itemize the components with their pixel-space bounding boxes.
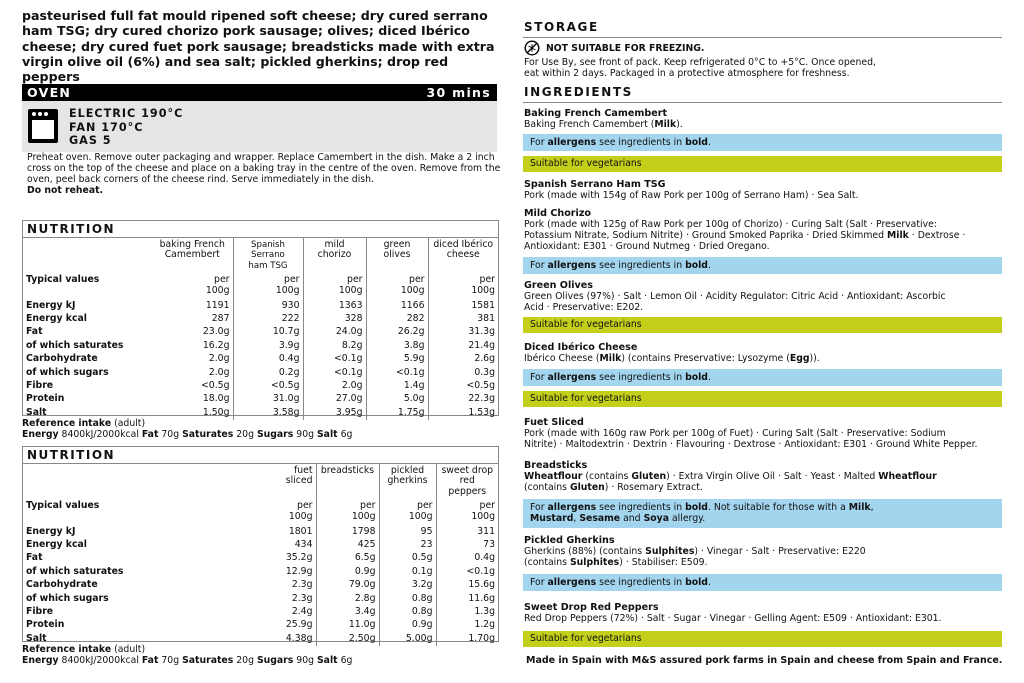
oven-temps xyxy=(69,107,183,148)
nutrient-value: 3.8g xyxy=(366,339,428,352)
nutrition-title: NUTRITION xyxy=(23,221,498,238)
per-unit: per 100g xyxy=(428,272,498,299)
nutrient-row xyxy=(23,565,498,578)
nutrient-value: 11.6g xyxy=(436,592,498,605)
cooking-instructions xyxy=(27,152,502,196)
nutrient-value: 2.0g xyxy=(303,380,366,393)
product-description: pasteurised full fat mould ripened soft cheese; dry cured serrano ham TSG; dry cured chorizo pork sausage; olives; diced Ibérico cheese; dry cured fuet pork sausage; breadsticks made with extra virgin olive oil (6%) and sea salt; pickled gherkins; drop red peppers xyxy=(22,8,495,85)
nutrient-value: <0.1g xyxy=(303,353,366,366)
divider xyxy=(523,102,1002,103)
column-header: fuet sliced xyxy=(285,465,313,487)
nutrient-row xyxy=(23,592,498,605)
nutrient-value: 1798 xyxy=(316,525,379,538)
nutrient-value: 95 xyxy=(379,525,436,538)
nutrient-value: 23.0g xyxy=(202,326,230,338)
nutrition-title: NUTRITION xyxy=(23,447,498,464)
nutrient-value: 1.50g xyxy=(202,406,230,418)
nutrient-label: of which saturates xyxy=(26,565,124,577)
nutrient-value: 1363 xyxy=(303,299,366,312)
vegetarian-band: Suitable for vegetarians xyxy=(523,631,1002,647)
nutrient-value: 5.00g xyxy=(379,632,436,645)
nutrient-value: 0.3g xyxy=(428,366,498,379)
nutrient-value: 5.0g xyxy=(366,393,428,406)
storage-line-1: For Use By, see front of pack. Keep refrigerated 0°C to +5°C. Once opened, xyxy=(524,57,876,68)
nutrient-label: Salt xyxy=(26,406,47,418)
oven-icon xyxy=(27,108,59,144)
nutrient-value: 425 xyxy=(316,539,379,552)
ingredient-text: Red Drop Peppers (72%) · Salt · Sugar · Vinegar · Gelling Agent: E509 · Antioxidant: E301. xyxy=(524,613,942,624)
allergen-band: For allergens see ingredients in bold. xyxy=(523,369,1002,386)
nutrient-value: 1.53g xyxy=(428,406,498,419)
nutrient-row xyxy=(23,525,498,538)
nutrient-row xyxy=(23,299,498,312)
nutrient-row xyxy=(23,539,498,552)
nutrient-value: 2.50g xyxy=(316,632,379,645)
allergen-band: For allergens see ingredients in bold. xyxy=(523,257,1002,274)
oven-header xyxy=(22,84,497,101)
typical-values-label: Typical values xyxy=(26,500,100,512)
nutrient-row xyxy=(23,606,498,619)
nutrient-value: 1581 xyxy=(428,299,498,312)
nutrient-value: <0.5g xyxy=(428,380,498,393)
vegetarian-band: Suitable for vegetarians xyxy=(523,391,1002,407)
nutrient-value: 10.7g xyxy=(233,326,303,339)
nutrient-value: 73 xyxy=(436,539,498,552)
nutrient-label: Fat xyxy=(26,552,43,564)
ingredient-name: Mild Chorizo xyxy=(524,208,591,219)
nutrient-value: 12.9g xyxy=(285,565,313,577)
ingredient-name: Pickled Gherkins xyxy=(524,535,615,546)
allergen-band: For allergens see ingredients in bold. xyxy=(523,134,1002,151)
nutrient-value: 3.9g xyxy=(233,339,303,352)
instructions-text: Preheat oven. Remove outer packaging and wrapper. Replace Camembert in the dish. Make a 2 inch cross on the top of the cheese and place on a baking tray in the centre of the oven. Remove from the oven, peel back corners of the cheese rind. Serve immediately in the dish. xyxy=(27,152,501,186)
nutrient-value: 2.0g xyxy=(208,353,230,365)
nutrient-value: 31.3g xyxy=(428,326,498,339)
per-unit: per 100g xyxy=(303,272,366,299)
nutrition-table-2 xyxy=(22,446,499,642)
nutrient-value: 6.5g xyxy=(316,552,379,565)
nutrient-value: 0.8g xyxy=(379,592,436,605)
nutrient-value: 2.0g xyxy=(208,366,230,378)
vegetarian-band: Suitable for vegetarians xyxy=(523,156,1002,172)
nutrient-label: of which sugars xyxy=(26,592,109,604)
nutrient-value: <0.5g xyxy=(233,380,303,393)
column-header: green olives xyxy=(366,238,428,272)
nutrient-value: 3.2g xyxy=(379,579,436,592)
ingredients-title: INGREDIENTS xyxy=(524,85,633,99)
nutrient-value: 0.2g xyxy=(233,366,303,379)
nutrient-value: 2.3g xyxy=(291,592,313,604)
oven-temp-gas: GAS 5 xyxy=(69,134,112,147)
nutrient-value: 287 xyxy=(211,313,230,325)
nutrient-row xyxy=(23,619,498,632)
oven-temp-fan: FAN 170°C xyxy=(69,120,144,134)
per-unit: per 100g xyxy=(233,272,303,299)
origin-statement: Made in Spain with M&S assured pork farms in Spain and cheese from Spain and France. xyxy=(526,655,1003,666)
oven-temperatures-panel xyxy=(22,101,497,152)
no-freeze-icon xyxy=(524,40,540,56)
nutrient-value: 21.4g xyxy=(428,339,498,352)
nutrient-label: Energy kJ xyxy=(26,525,76,537)
nutrient-label: Fibre xyxy=(26,606,54,618)
per-unit: per 100g xyxy=(379,498,436,525)
nutrient-value: <0.5g xyxy=(201,380,230,392)
ingredient-text: Baking French Camembert (Milk). xyxy=(524,119,683,130)
per-unit: per 100g xyxy=(288,500,313,522)
ingredient-text: Wheatflour (contains Gluten) · Extra Virgin Olive Oil · Salt · Yeast · Malted Wheatflour (contains Gluten) · Rosemary Extract. xyxy=(524,471,937,493)
per-unit: per 100g xyxy=(436,498,498,525)
ingredient-text: Ibérico Cheese (Milk) (contains Preservative: Lysozyme (Egg)). xyxy=(524,353,820,364)
ingredient-text: Gherkins (88%) (contains Sulphites) · Vinegar · Salt · Preservative: E220 (contains Sulphites) · Stabiliser: E509. xyxy=(524,546,866,568)
nutrient-value: 328 xyxy=(303,313,366,326)
nutrient-value: 11.0g xyxy=(316,619,379,632)
nutrient-value: 0.9g xyxy=(316,565,379,578)
allergen-band: For allergens see ingredients in bold. Not suitable for those with a Milk, Mustard, Sesame and Soya allergy. xyxy=(523,499,1002,528)
per-unit: per 100g xyxy=(316,498,379,525)
nutrient-value: 8.2g xyxy=(303,339,366,352)
nutrient-value: 5.9g xyxy=(366,353,428,366)
ingredient-text: Pork (made with 160g raw Pork per 100g of Fuet) · Curing Salt (Salt · Preservative: Sodium Nitrite) · Maltodextrin · Dextrin · Flavouring · Dextrose · Antioxidant: E301 · Ground White Pepper. xyxy=(524,428,978,450)
nutrient-label: Fibre xyxy=(26,380,54,392)
ingredient-text: Pork (made with 125g of Raw Pork per 100g of Chorizo) · Curing Salt (Salt · Preservative: Potassium Nitrate, Sodium Nitrite) · Ground Smoked Paprika · Dried Skimmed Milk · Dextrose · Antioxidant: E301 · Ground Nutmeg · Dried Oregano. xyxy=(524,219,966,252)
nutrient-value: 0.8g xyxy=(379,606,436,619)
nutrient-row xyxy=(23,393,498,406)
nutrient-value: 0.4g xyxy=(436,552,498,565)
nutrient-value: 1801 xyxy=(288,525,313,537)
nutrient-value: 311 xyxy=(436,525,498,538)
nutrient-value: <0.1g xyxy=(436,565,498,578)
ingredient-name: Breadsticks xyxy=(524,460,588,471)
ingredient-name: Sweet Drop Red Peppers xyxy=(524,602,659,613)
nutrient-row xyxy=(23,380,498,393)
nutrient-value: <0.1g xyxy=(303,366,366,379)
nutrient-label: Fat xyxy=(26,326,43,338)
nutrient-value: 2.4g xyxy=(291,606,313,618)
nutrient-row xyxy=(23,339,498,352)
nutrient-value: 2.6g xyxy=(428,353,498,366)
ingredient-name: Green Olives xyxy=(524,280,593,291)
column-header: mild chorizo xyxy=(303,238,366,272)
nutrient-value: 1.3g xyxy=(436,606,498,619)
nutrient-row xyxy=(23,353,498,366)
freeze-warning: NOT SUITABLE FOR FREEZING. xyxy=(546,43,705,54)
divider xyxy=(523,37,1002,38)
column-header: breadsticks xyxy=(316,464,379,498)
nutrient-label: Carbohydrate xyxy=(26,579,98,591)
column-header: diced Ibérico cheese xyxy=(428,238,498,272)
vegetarian-band: Suitable for vegetarians xyxy=(523,317,1002,333)
oven-title: OVEN xyxy=(27,85,72,100)
nutrient-value: 3.95g xyxy=(303,406,366,419)
nutrient-value: 0.9g xyxy=(379,619,436,632)
nutrient-value: 26.2g xyxy=(366,326,428,339)
nutrient-label: Protein xyxy=(26,393,65,405)
ingredient-text: Pork (made with 154g of Raw Pork per 100g of Serrano Ham) · Sea Salt. xyxy=(524,190,859,201)
nutrient-row xyxy=(23,579,498,592)
nutrient-row xyxy=(23,366,498,379)
nutrient-value: 1191 xyxy=(205,299,230,311)
nutrient-label: Energy kcal xyxy=(26,539,87,551)
nutrient-value: 222 xyxy=(233,313,303,326)
ingredient-name: Spanish Serrano Ham TSG xyxy=(524,179,666,190)
per-unit: per 100g xyxy=(205,274,230,296)
reference-intake-2: Reference intake (adult) Energy 8400kJ/2000kcal Fat 70g Saturates 20g Sugars 90g Salt 6g xyxy=(22,644,353,666)
column-header: sweet drop red peppers xyxy=(436,464,498,498)
column-header: Spanish Serrano ham TSG xyxy=(233,238,303,272)
per-unit: per 100g xyxy=(366,272,428,299)
nutrient-value: 0.4g xyxy=(233,353,303,366)
reheat-warning: Do not reheat. xyxy=(27,185,104,197)
nutrient-value: 3.58g xyxy=(233,406,303,419)
nutrient-label: Energy kcal xyxy=(26,313,87,325)
nutrient-value: 1.4g xyxy=(366,380,428,393)
nutrient-value: 1.2g xyxy=(436,619,498,632)
nutrient-value: 3.4g xyxy=(316,606,379,619)
nutrient-value: 0.1g xyxy=(379,565,436,578)
nutrient-value: 79.0g xyxy=(316,579,379,592)
ingredient-text: Green Olives (97%) · Salt · Lemon Oil · Acidity Regulator: Citric Acid · Antioxidant: Ascorbic Acid · Preservative: E202. xyxy=(524,291,946,313)
nutrient-value: 1166 xyxy=(366,299,428,312)
nutrient-row xyxy=(23,313,498,326)
nutrient-value: 23 xyxy=(379,539,436,552)
nutrient-value: 0.5g xyxy=(379,552,436,565)
nutrient-value: 22.3g xyxy=(428,393,498,406)
nutrient-label: Protein xyxy=(26,619,65,631)
nutrient-value: 4.38g xyxy=(285,632,313,644)
nutrient-value: 27.0g xyxy=(303,393,366,406)
nutrient-row xyxy=(23,326,498,339)
allergen-band: For allergens see ingredients in bold. xyxy=(523,574,1002,591)
ingredient-name: Baking French Camembert xyxy=(524,108,668,119)
oven-temp-electric: ELECTRIC 190°C xyxy=(69,107,184,120)
oven-time: 30 mins xyxy=(426,85,491,100)
column-header: pickled gherkins xyxy=(379,464,436,498)
nutrient-value: 16.2g xyxy=(202,339,230,351)
nutrient-value: 1.70g xyxy=(436,632,498,645)
nutrient-value: 930 xyxy=(233,299,303,312)
nutrient-value: <0.1g xyxy=(366,366,428,379)
storage-line-2: eat within 2 days. Packaged in a protective atmosphere for freshness. xyxy=(524,68,850,79)
nutrient-value: 434 xyxy=(294,539,313,551)
column-header: baking French Camembert xyxy=(159,239,225,261)
nutrition-table-1 xyxy=(22,220,499,416)
nutrient-label: Energy kJ xyxy=(26,299,76,311)
nutrient-value: 2.3g xyxy=(291,579,313,591)
storage-title: STORAGE xyxy=(524,20,599,34)
nutrient-value: 1.75g xyxy=(366,406,428,419)
nutrient-value: 35.2g xyxy=(285,552,313,564)
nutrient-value: 381 xyxy=(428,313,498,326)
typical-values-label: Typical values xyxy=(26,274,100,286)
nutrient-value: 25.9g xyxy=(285,619,313,631)
nutrient-label: of which sugars xyxy=(26,366,109,378)
nutrient-label: Carbohydrate xyxy=(26,353,98,365)
nutrient-value: 15.6g xyxy=(436,579,498,592)
nutrient-label: Salt xyxy=(26,632,47,644)
nutrient-value: 24.0g xyxy=(303,326,366,339)
nutrient-value: 31.0g xyxy=(233,393,303,406)
nutrient-value: 2.8g xyxy=(316,592,379,605)
nutrient-label: of which saturates xyxy=(26,339,124,351)
nutrient-value: 282 xyxy=(366,313,428,326)
ingredient-name: Diced Ibérico Cheese xyxy=(524,342,638,353)
ingredient-name: Fuet Sliced xyxy=(524,417,584,428)
nutrient-row xyxy=(23,552,498,565)
reference-intake-1: Reference intake (adult) Energy 8400kJ/2000kcal Fat 70g Saturates 20g Sugars 90g Salt 6g xyxy=(22,418,353,440)
nutrient-value: 18.0g xyxy=(202,393,230,405)
